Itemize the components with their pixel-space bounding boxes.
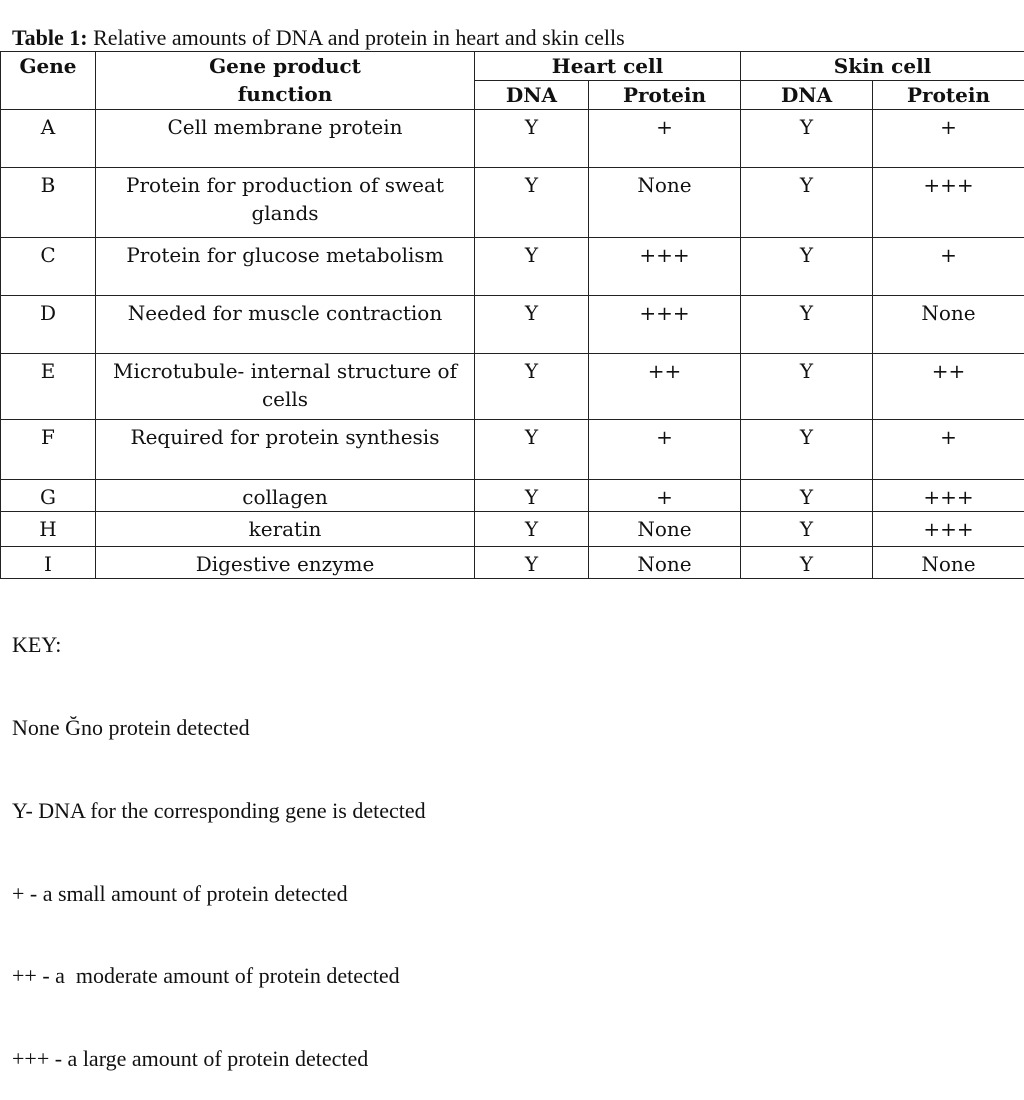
header-heart-cell: Heart cell <box>475 52 741 81</box>
header-gene: Gene <box>1 52 96 110</box>
cell-heart-protein: None <box>589 168 741 238</box>
cell-gene: I <box>1 547 96 579</box>
cell-heart-protein: None <box>589 547 741 579</box>
cell-heart-protein: + <box>589 420 741 480</box>
cell-heart-dna: Y <box>475 420 589 480</box>
cell-skin-dna: Y <box>741 512 873 547</box>
cell-skin-dna: Y <box>741 168 873 238</box>
cell-skin-protein: + <box>873 420 1024 480</box>
cell-gene: E <box>1 354 96 420</box>
table-row <box>1 480 1024 512</box>
caption-label: Table 1: <box>12 25 88 50</box>
table-row <box>1 110 1024 168</box>
table-row <box>1 238 1024 296</box>
cell-skin-dna: Y <box>741 238 873 296</box>
cell-function: keratin <box>96 512 475 547</box>
cell-skin-protein: + <box>873 110 1024 168</box>
cell-function: Cell membrane protein <box>96 110 475 168</box>
key-line-large: +++ - a large amount of protein detected <box>12 1045 426 1073</box>
cell-gene: F <box>1 420 96 480</box>
cell-function: Needed for muscle contraction <box>96 296 475 354</box>
cell-skin-dna: Y <box>741 547 873 579</box>
table-row <box>1 354 1024 420</box>
cell-heart-dna: Y <box>475 354 589 420</box>
cell-skin-protein: +++ <box>873 512 1024 547</box>
cell-heart-protein: None <box>589 512 741 547</box>
key-title: KEY: <box>12 631 426 659</box>
cell-function: Digestive enzyme <box>96 547 475 579</box>
table-caption <box>12 24 625 52</box>
header-skin-protein: Protein <box>873 81 1024 110</box>
cell-function: Protein for production of sweat glands <box>96 168 475 238</box>
cell-heart-protein: +++ <box>589 296 741 354</box>
key-line-y: Y- DNA for the corresponding gene is detected <box>12 797 426 825</box>
cell-heart-protein: ++ <box>589 354 741 420</box>
cell-skin-protein: +++ <box>873 480 1024 512</box>
cell-skin-dna: Y <box>741 110 873 168</box>
cell-heart-dna: Y <box>475 110 589 168</box>
cell-skin-protein: None <box>873 547 1024 579</box>
table-row <box>1 512 1024 547</box>
cell-function: Protein for glucose metabolism <box>96 238 475 296</box>
header-function: Gene product function <box>96 52 475 110</box>
cell-skin-dna: Y <box>741 480 873 512</box>
cell-heart-dna: Y <box>475 480 589 512</box>
cell-skin-dna: Y <box>741 296 873 354</box>
caption-text: Relative amounts of DNA and protein in heart and skin cells <box>93 25 625 50</box>
table-row <box>1 296 1024 354</box>
cell-skin-protein: +++ <box>873 168 1024 238</box>
cell-gene: B <box>1 168 96 238</box>
table-row <box>1 420 1024 480</box>
table-row <box>1 547 1024 579</box>
cell-heart-protein: +++ <box>589 238 741 296</box>
cell-skin-dna: Y <box>741 420 873 480</box>
key-line-moderate: ++ - a moderate amount of protein detected <box>12 962 426 990</box>
cell-skin-protein: + <box>873 238 1024 296</box>
cell-skin-protein: ++ <box>873 354 1024 420</box>
cell-function: Required for protein synthesis <box>96 420 475 480</box>
header-heart-protein: Protein <box>589 81 741 110</box>
key-line-small: + - a small amount of protein detected <box>12 880 426 908</box>
cell-heart-dna: Y <box>475 168 589 238</box>
cell-function: Microtubule- internal structure of cells <box>96 354 475 420</box>
cell-heart-protein: + <box>589 110 741 168</box>
cell-heart-dna: Y <box>475 512 589 547</box>
cell-skin-dna: Y <box>741 354 873 420</box>
key-legend <box>12 576 426 1100</box>
cell-heart-protein: + <box>589 480 741 512</box>
header-skin-dna: DNA <box>741 81 873 110</box>
cell-gene: H <box>1 512 96 547</box>
table-row <box>1 168 1024 238</box>
cell-skin-protein: None <box>873 296 1024 354</box>
cell-gene: G <box>1 480 96 512</box>
cell-heart-dna: Y <box>475 296 589 354</box>
header-skin-cell: Skin cell <box>741 52 1024 81</box>
cell-gene: A <box>1 110 96 168</box>
cell-heart-dna: Y <box>475 547 589 579</box>
cell-function: collagen <box>96 480 475 512</box>
key-line-none: None Ğno protein detected <box>12 714 426 742</box>
cell-heart-dna: Y <box>475 238 589 296</box>
header-heart-dna: DNA <box>475 81 589 110</box>
data-table <box>0 51 1024 579</box>
cell-gene: D <box>1 296 96 354</box>
cell-gene: C <box>1 238 96 296</box>
